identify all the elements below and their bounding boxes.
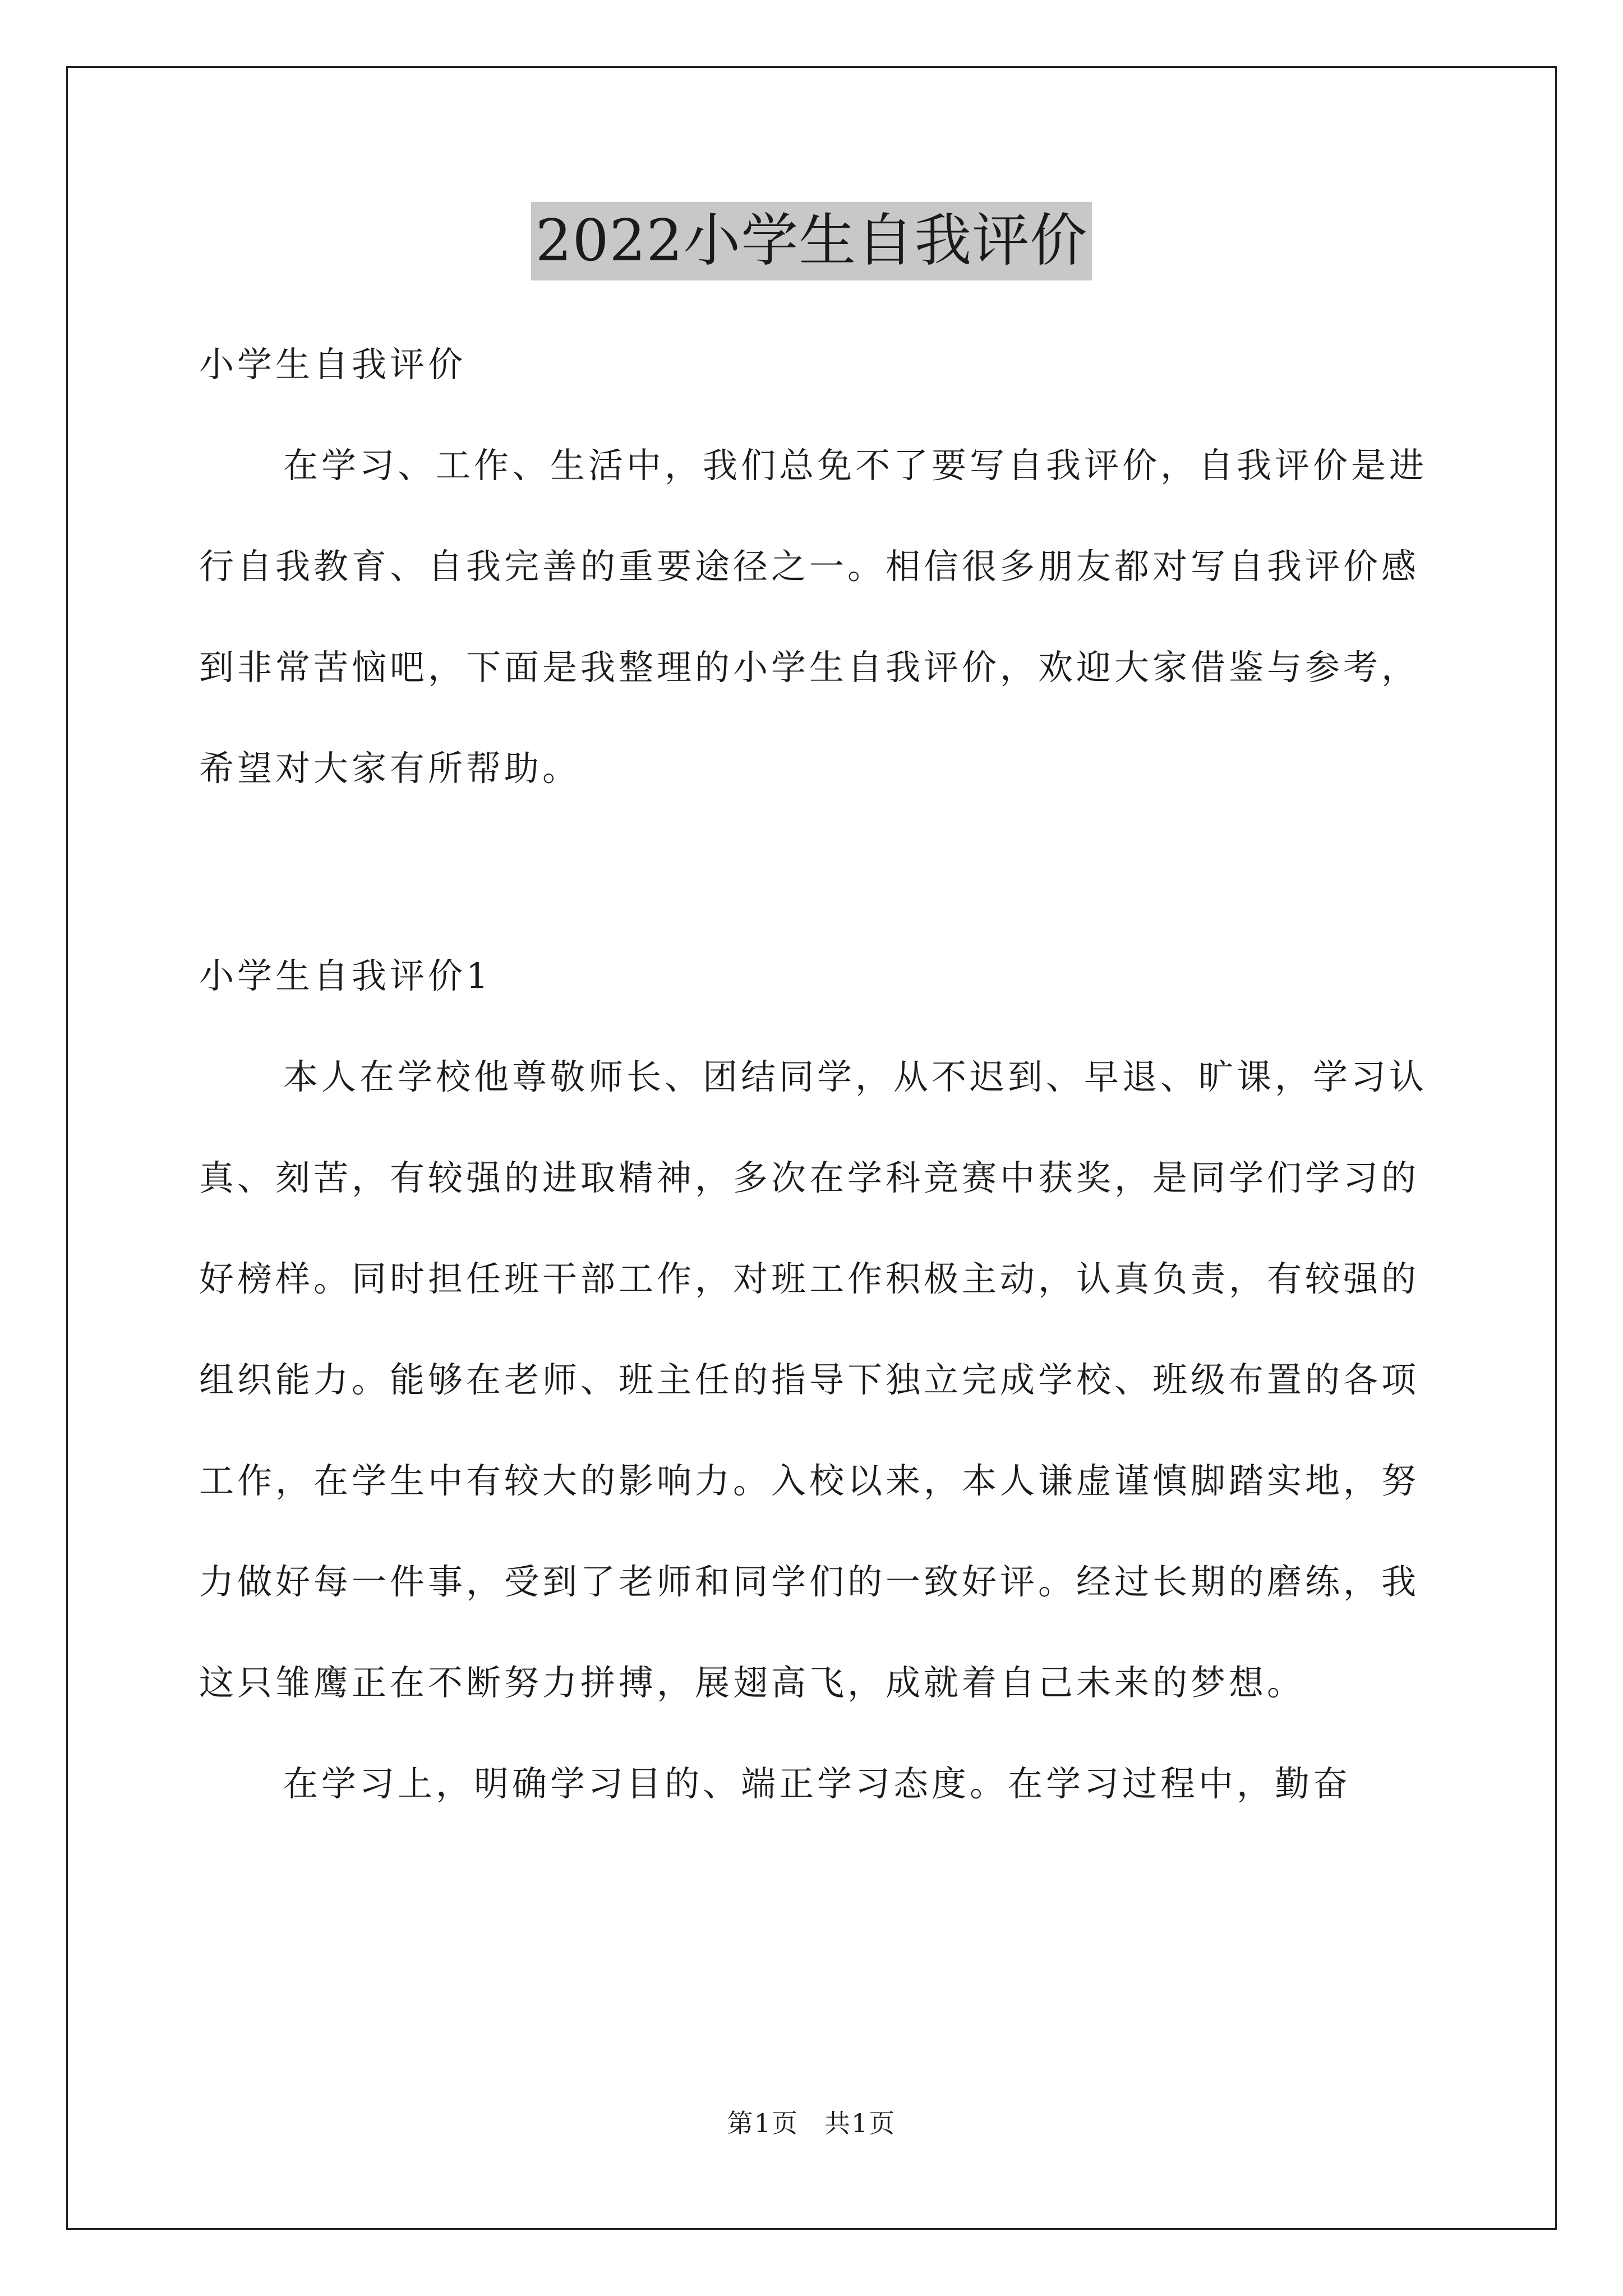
page-footer: [0, 2106, 1623, 2140]
intro-paragraph: 在学习、工作、生活中，我们总免不了要写自我评价，自我评价是进行自我教育、自我完善的重要途径之一。相信很多朋友都对写自我评价感到非常苦恼吧，下面是我整理的小学生自我评价，欢迎大家借鉴与参考，希望对大家有所帮助。: [199, 445, 1428, 789]
page-number: 第1页: [727, 2108, 799, 2138]
title-container: [0, 202, 1623, 280]
section-heading: 小学生自我评价1: [199, 955, 492, 996]
section-heading: 小学生自我评价: [199, 344, 467, 385]
page-total: 共1页: [824, 2108, 896, 2138]
document-title: 2022小学生自我评价: [531, 202, 1092, 280]
body-paragraph: 在学习上，明确学习目的、端正学习态度。在学习过程中，勤奋: [283, 1763, 1352, 1804]
document-body: [199, 314, 1433, 1834]
body-paragraph: 本人在学校他尊敬师长、团结同学，从不迟到、早退、旷课，学习认真、刻苦，有较强的进取精神，多次在学科竞赛中获奖，是同学们学习的好榜样。同时担任班干部工作，对班工作积极主动，认真负责，有较强的组织能力。能够在老师、班主任的指导下独立完成学校、班级布置的各项工作，在学生中有较大的影响力。入校以来，本人谦虚谨慎脚踏实地，努力做好每一件事，受到了老师和同学们的一致好评。经过长期的磨练，我这只雏鹰正在不断努力拼搏，展翅高飞，成就着自己未来的梦想。: [199, 1056, 1428, 1703]
